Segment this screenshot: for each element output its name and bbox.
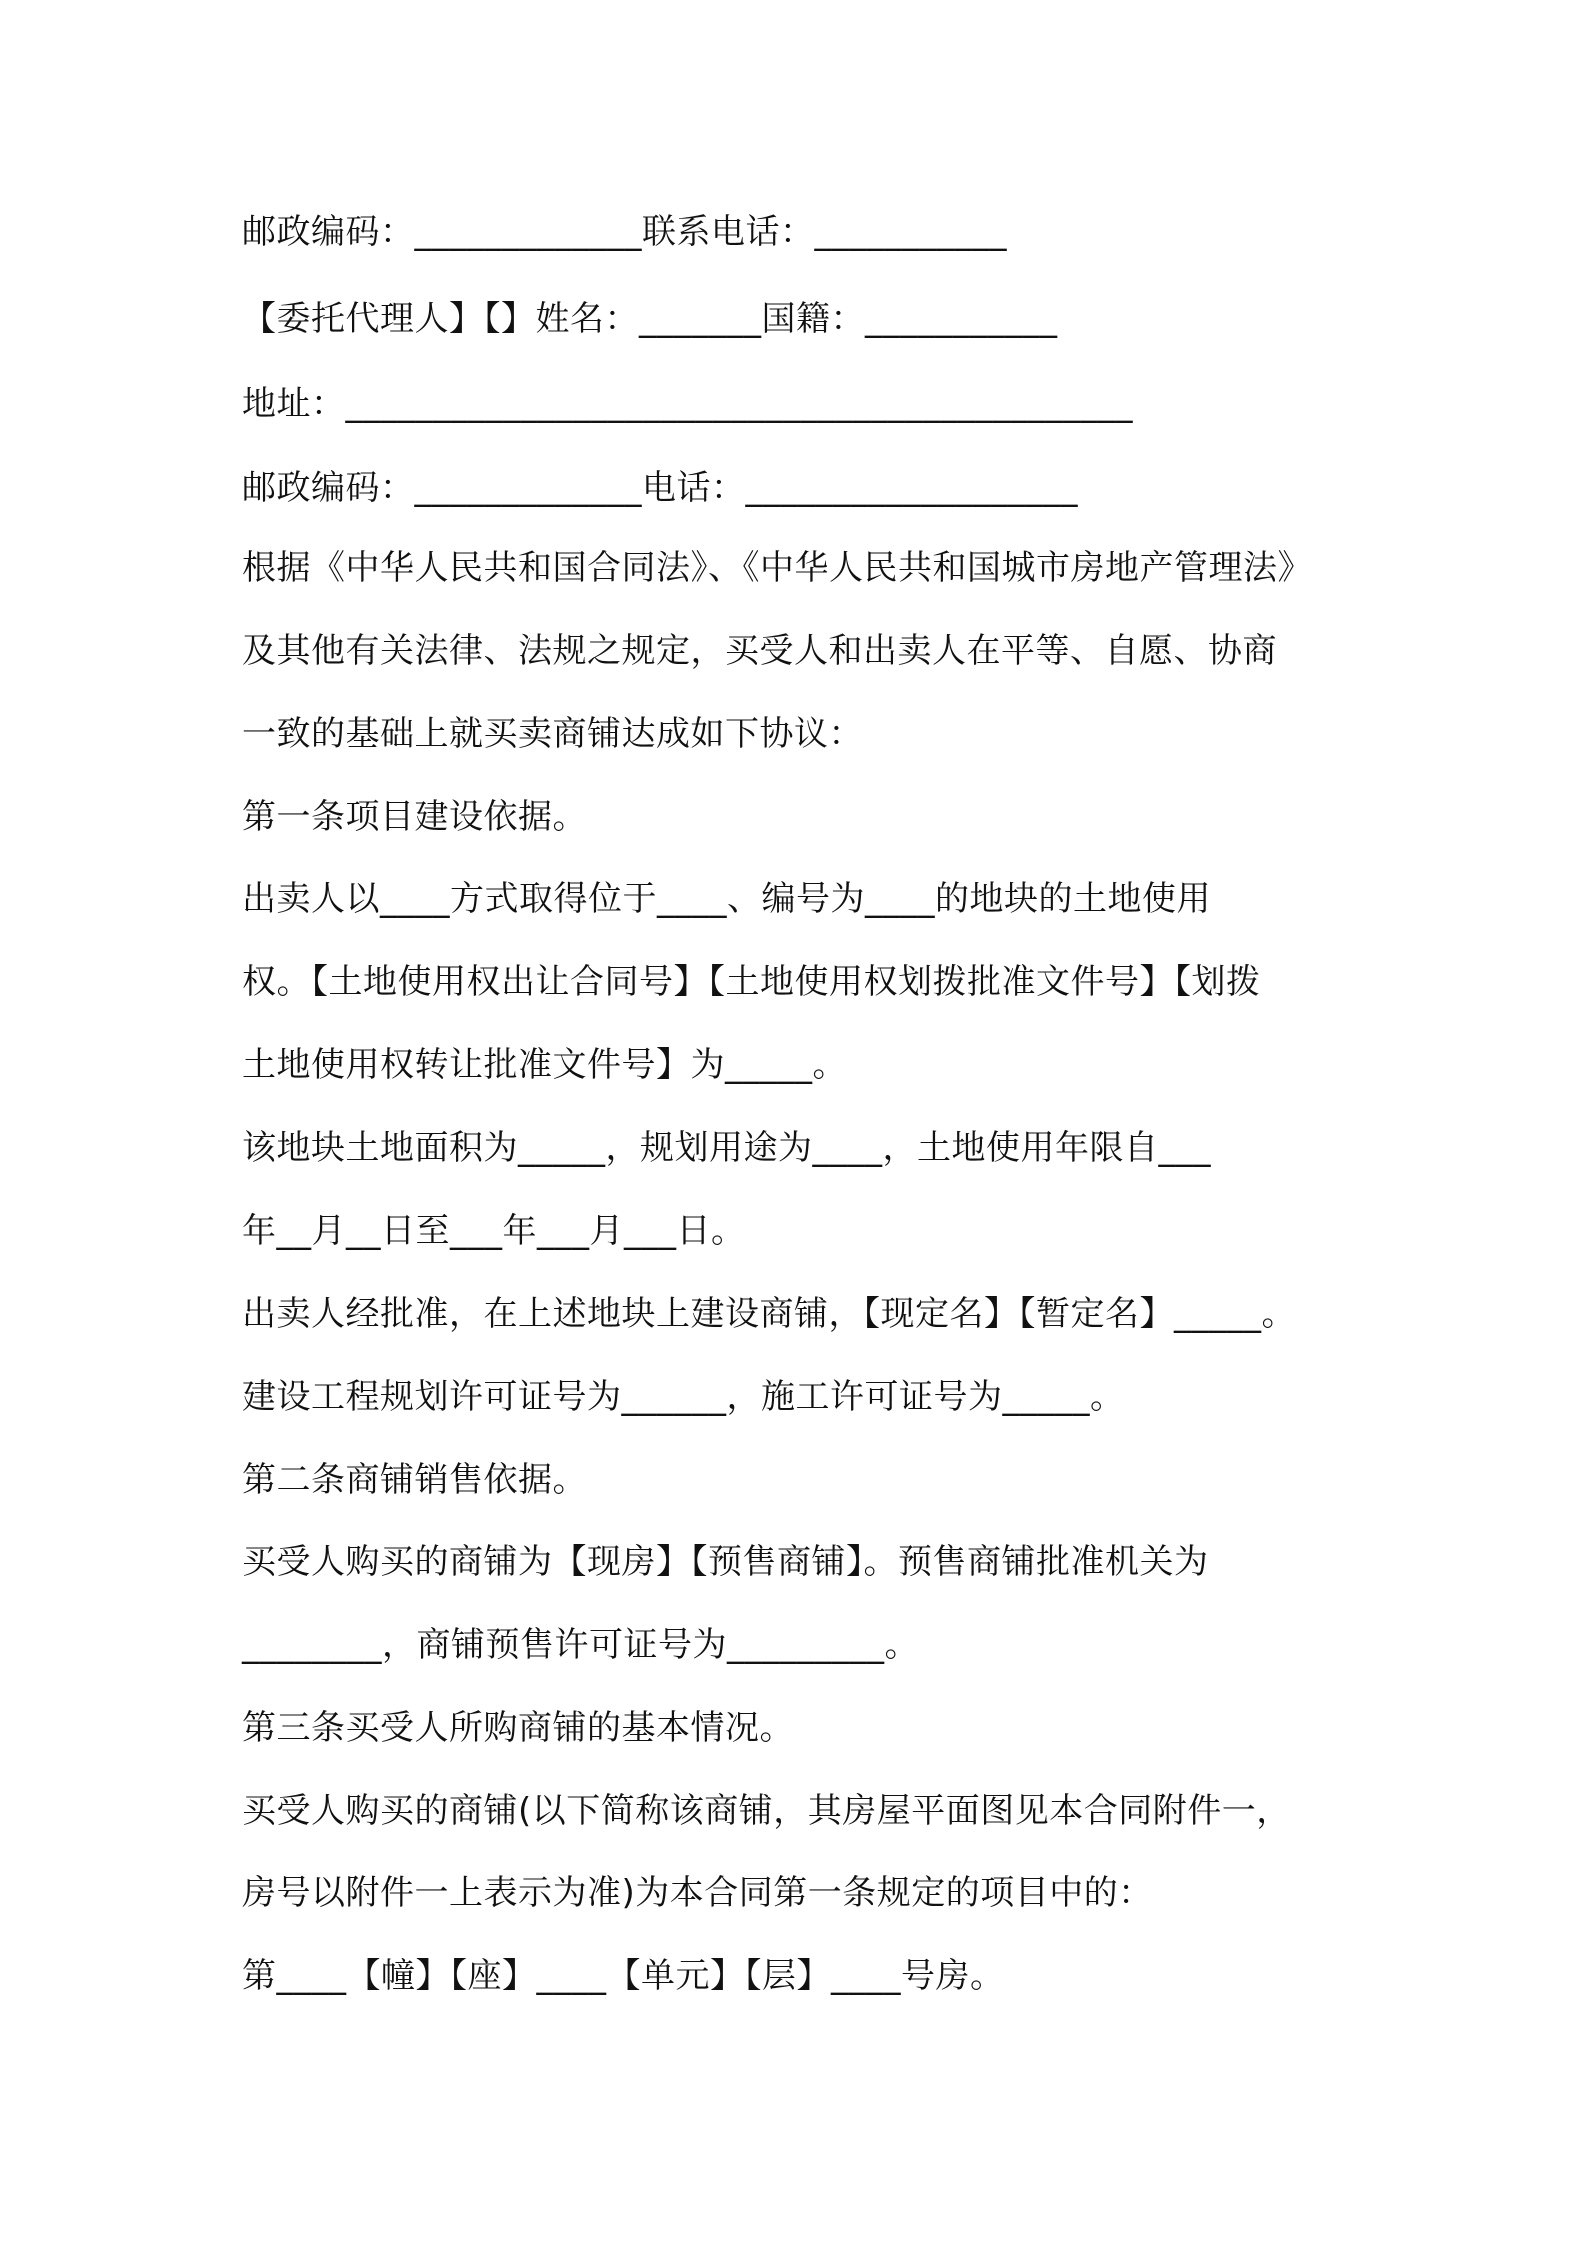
text-line-article-1-b: 权。【土地使用权出让合同号】【土地使用权划拨批准文件号】【划拨 xyxy=(242,962,1261,1002)
text-line-article-3-b: 房号以附件一上表示为准)为本合同第一条规定的项目中的： xyxy=(242,1873,1153,1913)
text-line-article-1-d: 该地块土地面积为_____，规划用途为____，土地使用年限自___ xyxy=(242,1128,1211,1168)
text-line-article-1-g: 建设工程规划许可证号为______，施工许可证号为_____。 xyxy=(242,1377,1125,1417)
article-2-heading: 第二条商铺销售依据。 xyxy=(242,1460,587,1500)
text-line-preamble-2: 及其他有关法律、法规之规定，买受人和出卖人在平等、自愿、协商 xyxy=(242,631,1277,671)
text-line-article-3-c: 第____【幢】【座】____【单元】【层】____号房。 xyxy=(242,1956,1005,1996)
text-line-postal-phone: 邮政编码：_____________联系电话：___________ xyxy=(242,212,1007,252)
text-line-agent-name: 【委托代理人】【】姓名：_______国籍：___________ xyxy=(242,299,1058,339)
text-line-postal-phone-2: 邮政编码：_____________电话：___________________ xyxy=(242,468,1078,508)
text-line-address: 地址：_____________________________________________ xyxy=(242,384,1133,424)
text-line-article-3-a: 买受人购买的商铺(以下简称该商铺，其房屋平面图见本合同附件一， xyxy=(242,1791,1291,1831)
article-1-heading: 第一条项目建设依据。 xyxy=(242,797,587,837)
article-3-heading: 第三条买受人所购商铺的基本情况。 xyxy=(242,1708,794,1748)
text-line-article-1-c: 土地使用权转让批准文件号】为_____。 xyxy=(242,1045,847,1085)
text-line-article-1-e: 年__月__日至___年___月___日。 xyxy=(242,1211,746,1251)
text-line-article-1-a: 出卖人以____方式取得位于____、编号为____的地块的土地使用 xyxy=(242,879,1211,919)
text-line-article-2-b: ________，商铺预售许可证号为_________。 xyxy=(242,1625,919,1665)
text-line-preamble-1: 根据《中华人民共和国合同法》、《中华人民共和国城市房地产管理法》 xyxy=(242,548,1312,588)
text-line-article-1-f: 出卖人经批准，在上述地块上建设商铺，【现定名】【暂定名】_____。 xyxy=(242,1294,1296,1334)
text-line-article-2-a: 买受人购买的商铺为【现房】【预售商铺】。预售商铺批准机关为 xyxy=(242,1542,1209,1582)
text-line-preamble-3: 一致的基础上就买卖商铺达成如下协议： xyxy=(242,714,863,754)
